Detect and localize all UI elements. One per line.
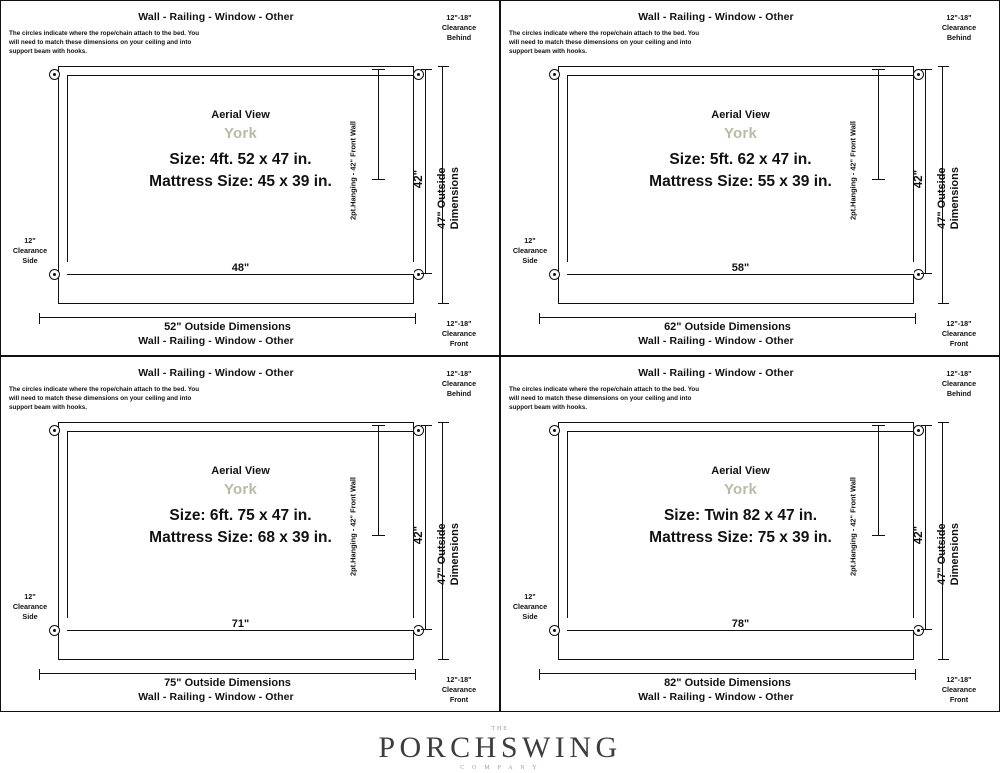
clearance-behind: 12"-18" Clearance Behind (441, 13, 477, 43)
wall-label-bottom: Wall - Railing - Window - Other (638, 335, 794, 347)
inner-width-label: 48" (226, 262, 255, 274)
circles-note: The circles indicate where the rope/chain attach to the bed. You will need to match these dimensions on your ceiling and into support beam with hooks. (509, 386, 700, 412)
hanging-point-icon (413, 69, 424, 80)
center-text-block (67, 109, 414, 194)
height-42-label: 42" (913, 525, 925, 545)
outside-width-label: 75" Outside Dimensions (164, 677, 291, 689)
mattress-line: Mattress Size: 75 x 39 in. (649, 529, 832, 547)
hanging-point-icon (549, 69, 560, 80)
brand-the: THE (491, 725, 509, 732)
aerial-view-label: Aerial View (211, 109, 270, 121)
hanging-point-icon (49, 625, 60, 636)
inner-width-label-wrap (67, 262, 414, 274)
inner-width-label-wrap (567, 262, 914, 274)
dim-tick (372, 179, 385, 180)
inner-width-dim-line (67, 274, 414, 275)
center-text-block (567, 465, 914, 550)
clearance-front: 12"-18" Clearance Front (941, 319, 977, 349)
hanging-point-icon (413, 625, 424, 636)
outside-width-label: 82" Outside Dimensions (664, 677, 791, 689)
dim-tick (372, 535, 385, 536)
size-line: Size: 5ft. 62 x 47 in. (669, 151, 812, 168)
mattress-line: Mattress Size: 45 x 39 in. (149, 173, 332, 191)
inner-width-label-wrap (67, 618, 414, 630)
outside-width-dim-line (539, 673, 916, 674)
inner-width-label: 78" (726, 618, 755, 630)
brand-company: C O M P A N Y (460, 764, 540, 771)
inner-width-dim-line (567, 274, 914, 275)
outside-47-label: 47" Outside Dimensions (435, 523, 461, 586)
hanging-point-icon (913, 625, 924, 636)
inner-width-label-wrap (567, 618, 914, 630)
outside-47-label: 47" Outside Dimensions (435, 167, 461, 230)
clearance-behind: 12"-18" Clearance Behind (941, 369, 977, 399)
wall-label-top: Wall - Railing - Window - Other (138, 367, 294, 379)
size-line: Size: 6ft. 75 x 47 in. (169, 507, 312, 524)
dim-tick (872, 535, 885, 536)
outside-width-label: 52" Outside Dimensions (164, 321, 291, 333)
aerial-view-label: Aerial View (211, 465, 270, 477)
dim-tick (872, 179, 885, 180)
size-line: Size: Twin 82 x 47 in. (663, 507, 818, 524)
hanging-point-icon (913, 425, 924, 436)
diagram-panel-6ft (0, 356, 500, 712)
wall-label-top: Wall - Railing - Window - Other (638, 11, 794, 23)
wall-label-bottom: Wall - Railing - Window - Other (138, 691, 294, 703)
hanging-point-icon (413, 425, 424, 436)
wall-label-top: Wall - Railing - Window - Other (138, 11, 294, 23)
brand-name: PORCHSWING (378, 731, 622, 764)
inner-width-dim-line (67, 630, 414, 631)
wall-label-bottom: Wall - Railing - Window - Other (138, 335, 294, 347)
height-42-dim-line (925, 69, 926, 274)
height-42-label: 42" (413, 169, 425, 189)
clearance-side: 12" Clearance Side (12, 592, 48, 622)
mattress-line: Mattress Size: 68 x 39 in. (149, 529, 332, 547)
inner-width-dim-line (567, 630, 914, 631)
dim-leader-line (378, 69, 379, 179)
outside-47-label: 47" Outside Dimensions (935, 523, 961, 586)
mattress-line: Mattress Size: 55 x 39 in. (649, 173, 832, 191)
clearance-front: 12"-18" Clearance Front (441, 319, 477, 349)
model-name: York (723, 481, 758, 498)
model-name: York (223, 125, 258, 142)
hanging-point-icon (549, 425, 560, 436)
clearance-behind: 12"-18" Clearance Behind (441, 369, 477, 399)
clearance-behind: 12"-18" Clearance Behind (941, 13, 977, 43)
wall-label-top: Wall - Railing - Window - Other (638, 367, 794, 379)
hanging-point-icon (413, 269, 424, 280)
outside-width-dim-line (39, 317, 416, 318)
center-text-block (67, 465, 414, 550)
hanging-front-wall-label: 2pt.Hanging - 42" Front Wall (848, 121, 858, 220)
hanging-point-icon (49, 69, 60, 80)
aerial-view-label: Aerial View (711, 109, 770, 121)
size-line: Size: 4ft. 52 x 47 in. (169, 151, 312, 168)
clearance-side: 12" Clearance Side (12, 236, 48, 266)
model-name: York (723, 125, 758, 142)
height-42-label: 42" (413, 525, 425, 545)
dim-leader-line (378, 425, 379, 535)
hanging-point-icon (549, 625, 560, 636)
height-42-dim-line (425, 425, 426, 630)
dim-leader-line (878, 69, 879, 179)
hanging-point-icon (913, 69, 924, 80)
circles-note: The circles indicate where the rope/chain attach to the bed. You will need to match these dimensions on your ceiling and into support beam with hooks. (9, 386, 200, 412)
center-text-block (567, 109, 914, 194)
hanging-front-wall-label: 2pt.Hanging - 42" Front Wall (348, 477, 358, 576)
aerial-view-label: Aerial View (711, 465, 770, 477)
outside-47-label: 47" Outside Dimensions (935, 167, 961, 230)
hanging-point-icon (913, 269, 924, 280)
diagram-panel-5ft (500, 0, 1000, 356)
hanging-point-icon (549, 269, 560, 280)
hanging-front-wall-label: 2pt.Hanging - 42" Front Wall (348, 121, 358, 220)
height-42-label: 42" (913, 169, 925, 189)
height-42-dim-line (925, 425, 926, 630)
inner-width-label: 58" (726, 262, 755, 274)
diagram-panel-twin (500, 356, 1000, 712)
outside-width-label: 62" Outside Dimensions (664, 321, 791, 333)
outside-width-dim-line (539, 317, 916, 318)
height-42-dim-line (425, 69, 426, 274)
clearance-front: 12"-18" Clearance Front (941, 675, 977, 705)
hanging-front-wall-label: 2pt.Hanging - 42" Front Wall (848, 477, 858, 576)
hanging-point-icon (49, 269, 60, 280)
clearance-side: 12" Clearance Side (512, 592, 548, 622)
hanging-point-icon (49, 425, 60, 436)
dim-leader-line (878, 425, 879, 535)
outside-width-dim-line (39, 673, 416, 674)
diagram-panel-4ft (0, 0, 500, 356)
model-name: York (223, 481, 258, 498)
clearance-front: 12"-18" Clearance Front (441, 675, 477, 705)
circles-note: The circles indicate where the rope/chain attach to the bed. You will need to match these dimensions on your ceiling and into support beam with hooks. (509, 30, 700, 56)
clearance-side: 12" Clearance Side (512, 236, 548, 266)
inner-width-label: 71" (226, 618, 255, 630)
wall-label-bottom: Wall - Railing - Window - Other (638, 691, 794, 703)
circles-note: The circles indicate where the rope/chain attach to the bed. You will need to match these dimensions on your ceiling and into support beam with hooks. (9, 30, 200, 56)
brand-footer (0, 714, 1000, 773)
